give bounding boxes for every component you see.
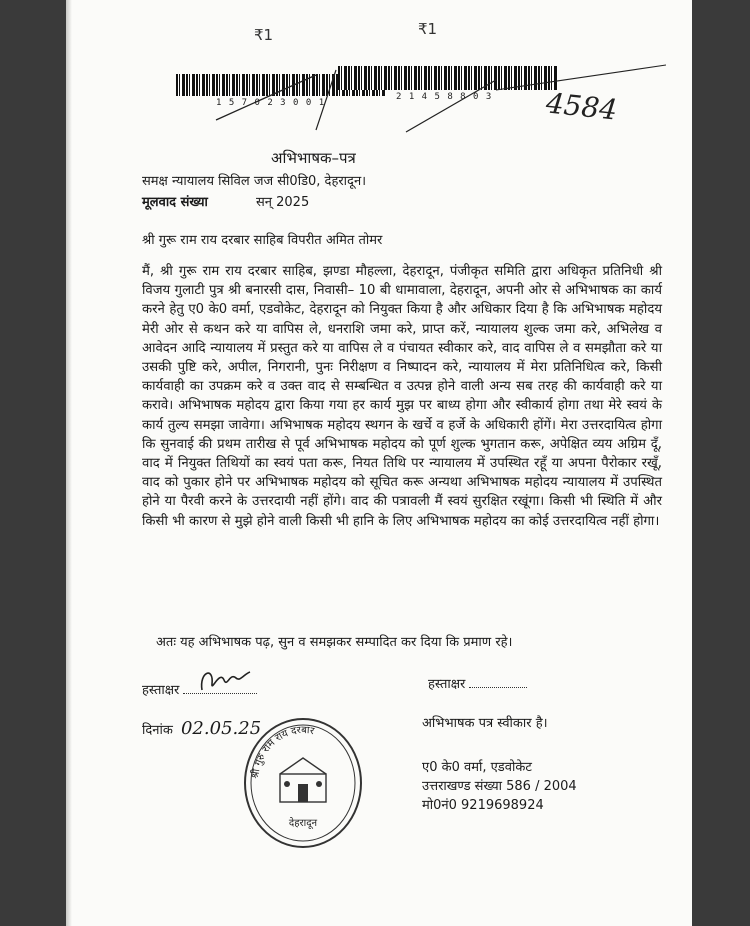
advocate-mobile: मो0नं0 9219698924	[422, 798, 544, 813]
page-title: अभिभाषक–पत्र	[271, 149, 356, 167]
closing-line: अतः यह अभिभाषक पढ़, सुन व समझकर सम्पादित कर दिया कि प्रमाण रहे।	[156, 635, 513, 650]
document-page	[66, 0, 692, 926]
barcode-left-digits: 1 5 7 0 2 3 0 0 1	[216, 98, 326, 108]
advocate-name: ए0 के0 वर्मा, एडवोकेट	[422, 760, 532, 775]
advocate-registration: उत्तराखण्ड संख्या 586 / 2004	[422, 779, 577, 794]
signature-right	[428, 674, 527, 692]
stamp-number-left: ₹1	[254, 26, 274, 44]
date-label: दिनांक	[142, 723, 173, 738]
parties-line: श्री गुरू राम राय दरबार साहिब विपरीत अमित तोमर	[142, 233, 383, 248]
signature-scribble	[194, 662, 254, 696]
acceptance-line: अभिभाषक पत्र स्वीकार है।	[422, 716, 548, 731]
case-year: सन् 2025	[256, 195, 310, 210]
round-seal	[240, 714, 366, 852]
date-value: 02.05.25	[180, 718, 262, 739]
seal-bottom-text: देहरादून	[288, 818, 318, 829]
case-number-label: मूलवाद संख्या	[142, 195, 208, 210]
handwritten-number: 4584	[544, 86, 619, 127]
barcode-right-digits: 2 1 4 5 8 8 0 3	[396, 92, 493, 102]
stamp-number-right: ₹1	[418, 20, 438, 38]
signature-right-label: हस्ताक्षर	[428, 677, 466, 692]
seal-top-text: श्री गुरु राम राय दरबार	[250, 724, 316, 780]
authorization-body: मैं, श्री गुरू राम राय दरबार साहिब, झण्डा मौहल्ला, देहरादून, पंजीकृत समिति द्वारा अधिकृत प्रतिनिधी श्री विजय गुलाटी पुत्र श्री बनारसी दास, निवासी– 10 बी धामावाला, देहरादून, अपनी ओर से अभिभाषक का कार्य करने हेतु ए0 के0 वर्मा, एडवोकेट, देहरादून को नियुक्त किया है और अधिकार दिया है कि अभिभाषक महोदय मेरी ओर से कथन करे या वापिस ले, धनराशि जमा करे, प्राप्त करें, न्यायालय शुल्क जमा करे, अभिलेख व आवेदन आदि न्यायालय में प्रस्तुत करे या वापिस ले व पंचायत स्वीकार करे, वाद वापिस ले व समझौता करे या उसकी पुष्टि करे, अपील, निगरानी, पुनः निरीक्षण व निष्पादन करे, न्यायालय में मेरा प्रतिनिधित्व करे, किसी कार्यवाही का उपक्रम करे व उक्त वाद से सम्बन्धित व उत्पन्न होने वाली अन्य सब तरह की कार्यवाही करे या करावे। अभिभाषक महोदय द्वारा किया गया हर कार्य मुझ पर बाध्य होगा और स्वीकार्य होगा तथा मेरे स्वयं के कार्य तुल्य समझा जावेगा। अभिभाषक महोदय स्थगन के खर्चे व हर्जे के अधिकारी होंगें। मेरा उत्तरदायित्व होगा कि सुनवाई की प्रथम तारीख से पूर्व अभिभाषक महोदय को पूर्ण शुल्क भुगतान करू, अपेक्षित व्यय अग्रिम दूँ, वाद में नियुक्त तिथियों का स्वयं पता करू, नियत तिथि पर न्यायालय में उपस्थित रहूँ या अपना पैरोकार रखूँ, वाद को पुकार होने पर अभिभाषक महोदय को सूचित करू अन्यथा अभिभाषक महोदय न्यायालय में उपस्थित होने या पैरवी करने के उत्तरदायी नहीं होंगे। वाद की पत्रावली मैं स्वयं सुरक्षित रखूंगा। किसी भी स्थिति में और किसी भी कारण से मुझे होने वाली किसी भी हानि के लिए अभिभाषक महोदय का कोई उत्तरदायित्व नहीं होगा।	[142, 264, 662, 529]
court-line: समक्ष न्यायालय सिविल जज सी0डि0, देहरादून।	[142, 174, 367, 189]
signature-left-label: हस्ताक्षर	[142, 683, 180, 698]
signature-line	[469, 687, 527, 688]
